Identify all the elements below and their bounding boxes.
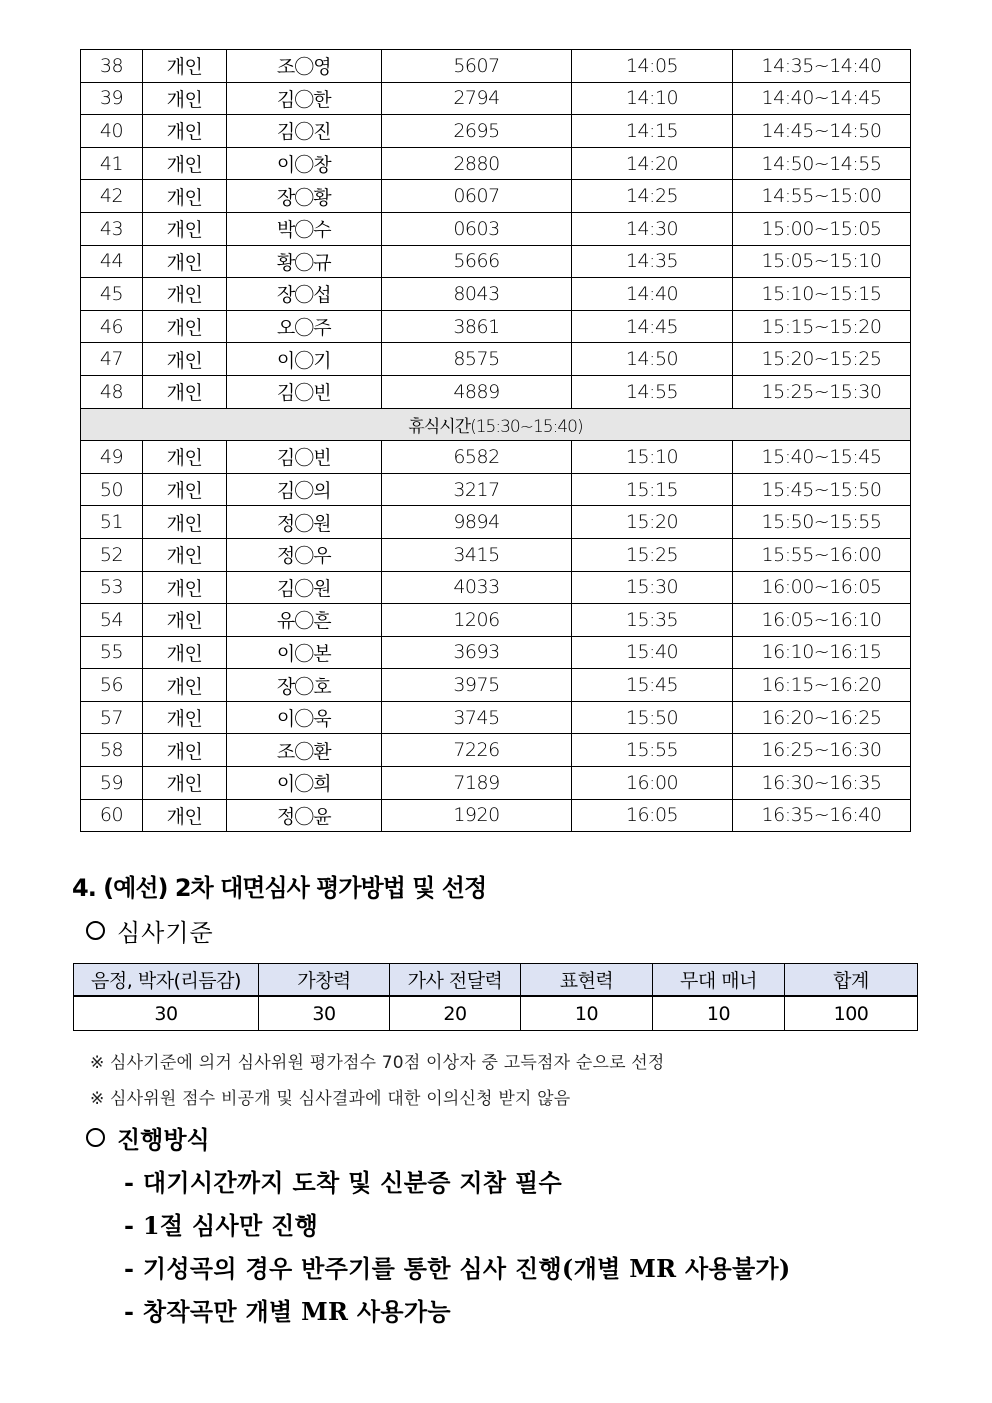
- criteria-value-cell: 10: [521, 996, 653, 1031]
- category-cell: 개인: [143, 734, 227, 767]
- audition-time-cell: 15:00~15:05: [733, 212, 911, 245]
- id-cell: 5607: [382, 50, 572, 83]
- id-cell: 0603: [382, 212, 572, 245]
- name-cell: 김◯빈: [227, 375, 382, 408]
- name-cell: 정◯우: [227, 538, 382, 571]
- id-cell: 3217: [382, 473, 572, 506]
- table-row: [81, 147, 911, 180]
- wait-time-cell: 16:00: [572, 767, 733, 800]
- category-cell: 개인: [143, 343, 227, 376]
- row-number-cell: 60: [81, 799, 143, 832]
- section-heading: 4. (예선) 2차 대면심사 평가방법 및 선정: [72, 874, 487, 902]
- table-row: [81, 245, 911, 278]
- name-cell: 장◯호: [227, 669, 382, 702]
- table-row: [81, 571, 911, 604]
- wait-time-cell: 15:50: [572, 701, 733, 734]
- process-item: - 창작곡만 개별 MR 사용가능: [124, 1297, 451, 1326]
- name-cell: 황◯규: [227, 245, 382, 278]
- category-cell: 개인: [143, 82, 227, 115]
- wait-time-cell: 14:35: [572, 245, 733, 278]
- criteria-header-row: [74, 964, 918, 997]
- id-cell: 2794: [382, 82, 572, 115]
- process-item: - 1절 심사만 진행: [124, 1211, 319, 1240]
- row-number-cell: 54: [81, 604, 143, 637]
- name-cell: 이◯창: [227, 147, 382, 180]
- id-cell: 4889: [382, 375, 572, 408]
- category-cell: 개인: [143, 506, 227, 539]
- audition-time-cell: 15:45~15:50: [733, 473, 911, 506]
- row-number-cell: 45: [81, 278, 143, 311]
- row-number-cell: 43: [81, 212, 143, 245]
- category-cell: 개인: [143, 115, 227, 148]
- id-cell: 8043: [382, 278, 572, 311]
- criteria-value-row: [74, 996, 918, 1031]
- criteria-header-cell: 합계: [785, 964, 918, 997]
- table-row: [81, 115, 911, 148]
- wait-time-cell: 15:40: [572, 636, 733, 669]
- id-cell: 1206: [382, 604, 572, 637]
- id-cell: 3745: [382, 701, 572, 734]
- audition-time-cell: 15:50~15:55: [733, 506, 911, 539]
- row-number-cell: 39: [81, 82, 143, 115]
- audition-time-cell: 14:50~14:55: [733, 147, 911, 180]
- id-cell: 9894: [382, 506, 572, 539]
- name-cell: 이◯욱: [227, 701, 382, 734]
- audition-time-cell: 16:20~16:25: [733, 701, 911, 734]
- category-cell: 개인: [143, 375, 227, 408]
- wait-time-cell: 14:50: [572, 343, 733, 376]
- name-cell: 유◯흔: [227, 604, 382, 637]
- criteria-value-cell: 30: [259, 996, 390, 1031]
- table-row: [81, 375, 911, 408]
- note-no-appeal: ※ 심사위원 점수 비공개 및 심사결과에 대한 이의신청 받지 않음: [90, 1089, 571, 1109]
- id-cell: 2880: [382, 147, 572, 180]
- category-cell: 개인: [143, 473, 227, 506]
- table-row: [81, 538, 911, 571]
- table-row: [81, 506, 911, 539]
- criteria-value-cell: 30: [74, 996, 259, 1031]
- row-number-cell: 56: [81, 669, 143, 702]
- row-number-cell: 59: [81, 767, 143, 800]
- table-row: [81, 767, 911, 800]
- process-heading-label: 진행방식: [117, 1125, 210, 1154]
- audition-time-cell: 16:35~16:40: [733, 799, 911, 832]
- name-cell: 김◯빈: [227, 441, 382, 474]
- criteria-header-cell: 가사 전달력: [390, 964, 521, 997]
- criteria-heading: [86, 913, 214, 948]
- audition-time-cell: 15:25~15:30: [733, 375, 911, 408]
- audition-time-cell: 15:05~15:10: [733, 245, 911, 278]
- audition-time-cell: 15:15~15:20: [733, 310, 911, 343]
- id-cell: 3415: [382, 538, 572, 571]
- audition-time-cell: 14:35~14:40: [733, 50, 911, 83]
- row-number-cell: 46: [81, 310, 143, 343]
- category-cell: 개인: [143, 245, 227, 278]
- row-number-cell: 49: [81, 441, 143, 474]
- name-cell: 오◯주: [227, 310, 382, 343]
- category-cell: 개인: [143, 669, 227, 702]
- table-row: [81, 343, 911, 376]
- name-cell: 이◯희: [227, 767, 382, 800]
- id-cell: 5666: [382, 245, 572, 278]
- wait-time-cell: 14:05: [572, 50, 733, 83]
- id-cell: 1920: [382, 799, 572, 832]
- category-cell: 개인: [143, 147, 227, 180]
- category-cell: 개인: [143, 636, 227, 669]
- wait-time-cell: 15:25: [572, 538, 733, 571]
- wait-time-cell: 14:25: [572, 180, 733, 213]
- audition-time-cell: 15:40~15:45: [733, 441, 911, 474]
- name-cell: 이◯기: [227, 343, 382, 376]
- row-number-cell: 51: [81, 506, 143, 539]
- id-cell: 0607: [382, 180, 572, 213]
- wait-time-cell: 15:20: [572, 506, 733, 539]
- process-item: - 대기시간까지 도착 및 신분증 지참 필수: [124, 1168, 562, 1197]
- row-number-cell: 47: [81, 343, 143, 376]
- wait-time-cell: 14:20: [572, 147, 733, 180]
- row-number-cell: 55: [81, 636, 143, 669]
- id-cell: 7189: [382, 767, 572, 800]
- break-row: [81, 408, 911, 441]
- criteria-header-cell: 무대 매너: [653, 964, 785, 997]
- table-row: [81, 82, 911, 115]
- hollow-circle-icon: [86, 921, 105, 940]
- id-cell: 7226: [382, 734, 572, 767]
- wait-time-cell: 15:45: [572, 669, 733, 702]
- category-cell: 개인: [143, 278, 227, 311]
- note-selection: ※ 심사기준에 의거 심사위원 평가점수 70점 이상자 중 고득점자 순으로 선정: [90, 1053, 665, 1073]
- table-row: [81, 50, 911, 83]
- name-cell: 박◯수: [227, 212, 382, 245]
- name-cell: 김◯의: [227, 473, 382, 506]
- audition-time-cell: 16:25~16:30: [733, 734, 911, 767]
- row-number-cell: 58: [81, 734, 143, 767]
- row-number-cell: 40: [81, 115, 143, 148]
- table-row: [81, 669, 911, 702]
- wait-time-cell: 14:10: [572, 82, 733, 115]
- audition-time-cell: 15:20~15:25: [733, 343, 911, 376]
- table-row: [81, 701, 911, 734]
- wait-time-cell: 14:15: [572, 115, 733, 148]
- criteria-value-cell: 100: [785, 996, 918, 1031]
- category-cell: 개인: [143, 441, 227, 474]
- audition-time-cell: 14:45~14:50: [733, 115, 911, 148]
- audition-time-cell: 16:30~16:35: [733, 767, 911, 800]
- table-row: [81, 636, 911, 669]
- hollow-circle-icon: [86, 1128, 105, 1147]
- id-cell: 6582: [382, 441, 572, 474]
- name-cell: 조◯영: [227, 50, 382, 83]
- id-cell: 8575: [382, 343, 572, 376]
- name-cell: 조◯환: [227, 734, 382, 767]
- name-cell: 이◯본: [227, 636, 382, 669]
- wait-time-cell: 15:55: [572, 734, 733, 767]
- category-cell: 개인: [143, 701, 227, 734]
- wait-time-cell: 16:05: [572, 799, 733, 832]
- process-item: - 기성곡의 경우 반주기를 통한 심사 진행(개별 MR 사용불가): [124, 1254, 791, 1283]
- break-time-label: 휴식시간(15:30~15:40): [81, 408, 911, 441]
- audition-time-cell: 16:15~16:20: [733, 669, 911, 702]
- wait-time-cell: 14:45: [572, 310, 733, 343]
- table-row: [81, 278, 911, 311]
- row-number-cell: 57: [81, 701, 143, 734]
- audition-time-cell: 15:55~16:00: [733, 538, 911, 571]
- name-cell: 김◯한: [227, 82, 382, 115]
- criteria-value-cell: 10: [653, 996, 785, 1031]
- row-number-cell: 38: [81, 50, 143, 83]
- row-number-cell: 53: [81, 571, 143, 604]
- audition-time-cell: 16:05~16:10: [733, 604, 911, 637]
- wait-time-cell: 15:30: [572, 571, 733, 604]
- table-row: [81, 604, 911, 637]
- criteria-header-cell: 음정, 박자(리듬감): [74, 964, 259, 997]
- category-cell: 개인: [143, 767, 227, 800]
- audition-time-cell: 14:40~14:45: [733, 82, 911, 115]
- table-row: [81, 473, 911, 506]
- wait-time-cell: 15:15: [572, 473, 733, 506]
- name-cell: 정◯윤: [227, 799, 382, 832]
- id-cell: 3693: [382, 636, 572, 669]
- category-cell: 개인: [143, 799, 227, 832]
- name-cell: 김◯진: [227, 115, 382, 148]
- row-number-cell: 42: [81, 180, 143, 213]
- name-cell: 장◯섭: [227, 278, 382, 311]
- table-row: [81, 310, 911, 343]
- wait-time-cell: 14:30: [572, 212, 733, 245]
- category-cell: 개인: [143, 604, 227, 637]
- category-cell: 개인: [143, 310, 227, 343]
- row-number-cell: 50: [81, 473, 143, 506]
- row-number-cell: 44: [81, 245, 143, 278]
- category-cell: 개인: [143, 212, 227, 245]
- name-cell: 정◯원: [227, 506, 382, 539]
- table-row: [81, 799, 911, 832]
- wait-time-cell: 14:40: [572, 278, 733, 311]
- audition-schedule-table: [80, 49, 911, 832]
- name-cell: 김◯원: [227, 571, 382, 604]
- id-cell: 3861: [382, 310, 572, 343]
- process-heading: [86, 1120, 210, 1155]
- wait-time-cell: 15:35: [572, 604, 733, 637]
- name-cell: 장◯황: [227, 180, 382, 213]
- table-row: [81, 212, 911, 245]
- schedule-table-body: [81, 50, 911, 832]
- row-number-cell: 48: [81, 375, 143, 408]
- id-cell: 2695: [382, 115, 572, 148]
- audition-time-cell: 16:00~16:05: [733, 571, 911, 604]
- wait-time-cell: 14:55: [572, 375, 733, 408]
- category-cell: 개인: [143, 50, 227, 83]
- wait-time-cell: 15:10: [572, 441, 733, 474]
- table-row: [81, 734, 911, 767]
- row-number-cell: 52: [81, 538, 143, 571]
- criteria-header-cell: 표현력: [521, 964, 653, 997]
- category-cell: 개인: [143, 538, 227, 571]
- criteria-header-cell: 가창력: [259, 964, 390, 997]
- id-cell: 4033: [382, 571, 572, 604]
- table-row: [81, 180, 911, 213]
- category-cell: 개인: [143, 571, 227, 604]
- criteria-table: [73, 963, 918, 1031]
- criteria-value-cell: 20: [390, 996, 521, 1031]
- criteria-heading-label: 심사기준: [117, 919, 214, 947]
- table-row: [81, 441, 911, 474]
- row-number-cell: 41: [81, 147, 143, 180]
- audition-time-cell: 15:10~15:15: [733, 278, 911, 311]
- audition-time-cell: 14:55~15:00: [733, 180, 911, 213]
- category-cell: 개인: [143, 180, 227, 213]
- id-cell: 3975: [382, 669, 572, 702]
- audition-time-cell: 16:10~16:15: [733, 636, 911, 669]
